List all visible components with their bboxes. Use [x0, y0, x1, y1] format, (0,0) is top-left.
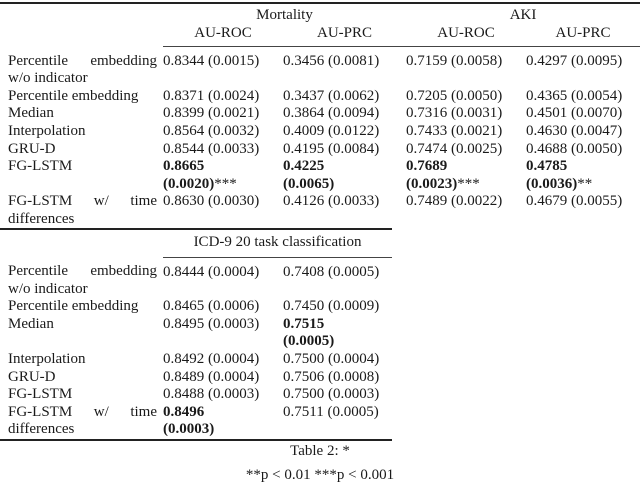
metric-std: (0.0033) [328, 193, 380, 210]
metric-value: 0.4785 [526, 158, 568, 175]
metric-std: (0.0004) [208, 263, 260, 280]
metric-std: (0.0009) [328, 298, 380, 315]
metric-value: 0.4195 [283, 140, 325, 157]
metric-cell [406, 123, 526, 141]
metric-cell [163, 404, 283, 440]
metric-std: (0.0033) [208, 140, 260, 157]
row-label: FG-LSTM w/ time differences [8, 193, 157, 228]
significance-footnote: **p < 0.01 ***p < 0.001 [245, 467, 395, 483]
metric-std: (0.0062) [328, 87, 380, 104]
metric-value: 0.8444 [163, 263, 205, 280]
metric-cell [283, 158, 406, 193]
metric-std: (0.0050) [451, 87, 503, 104]
metric-cell [283, 123, 406, 141]
metric-value: 0.8371 [163, 87, 205, 104]
subheader-mortality-auprc: AU-PRC [283, 25, 406, 47]
row-label: Interpolation [8, 351, 86, 368]
metric-cell [406, 47, 526, 88]
metric-cell [283, 105, 406, 123]
metric-value: 0.4225 [283, 158, 325, 175]
metric-cell [163, 193, 283, 228]
metric-value: 0.4009 [283, 123, 325, 140]
significance-stars: ** [577, 175, 593, 192]
significance-stars: *** [214, 175, 237, 192]
metric-value: 0.7474 [406, 140, 448, 157]
metric-cell [163, 141, 283, 159]
metric-cell [163, 123, 283, 141]
metric-value: 0.8489 [163, 368, 205, 385]
row-label: FG-LSTM [8, 386, 73, 403]
metric-value: 0.8544 [163, 140, 205, 157]
metric-value: 0.8495 [163, 315, 205, 332]
metric-value: 0.4297 [526, 53, 568, 70]
metric-value: 0.4688 [526, 140, 568, 157]
group-header-mortality: Mortality [256, 7, 313, 23]
metric-value: 0.3437 [283, 87, 325, 104]
table-row [0, 88, 640, 106]
metric-std: (0.0122) [328, 123, 380, 140]
metric-std: (0.0004) [208, 368, 260, 385]
table-row [0, 386, 392, 404]
row-label: Median [8, 315, 54, 332]
metric-std: (0.0031) [451, 105, 503, 122]
subheader-aki-auroc: AU-ROC [406, 25, 526, 47]
metric-value: 0.7500 [283, 386, 325, 403]
metric-std: (0.0015) [208, 53, 260, 70]
metric-value: 0.7506 [283, 368, 325, 385]
table-caption: Table 2: * [290, 443, 350, 459]
metric-cell [406, 105, 526, 123]
metric-value: 0.8465 [163, 298, 205, 315]
table-row [0, 369, 392, 387]
significance-stars: *** [457, 175, 480, 192]
table-row [0, 193, 640, 228]
metric-std: (0.0003) [208, 386, 260, 403]
metric-std: (0.0005) [283, 333, 335, 350]
row-label: Percentile embedding w/o indicator [8, 263, 157, 297]
table-row [0, 158, 640, 193]
metric-value: 0.7408 [283, 263, 325, 280]
table-row [0, 298, 392, 316]
table-row [0, 257, 392, 298]
metric-std: (0.0020) [163, 175, 215, 192]
metric-value: 0.7515 [283, 315, 325, 332]
metric-value: 0.8665 [163, 158, 205, 175]
metric-cell [163, 158, 283, 193]
group-header-aki: AKI [509, 7, 537, 23]
metric-value: 0.8564 [163, 123, 205, 140]
table-row [0, 47, 640, 88]
metric-cell [283, 47, 406, 88]
subheader-mortality-auroc: AU-ROC [163, 25, 283, 47]
metric-std: (0.0058) [451, 53, 503, 70]
metric-cell [283, 369, 392, 387]
metric-std: (0.0004) [208, 351, 260, 368]
metric-value: 0.8630 [163, 193, 205, 210]
row-label: FG-LSTM w/ time differences [8, 403, 157, 438]
metric-cell [163, 105, 283, 123]
metric-value: 0.7159 [406, 53, 448, 70]
metric-std: (0.0065) [283, 175, 335, 192]
metric-std: (0.0055) [571, 193, 623, 210]
metric-value: 0.8492 [163, 351, 205, 368]
metric-value: 0.4679 [526, 193, 568, 210]
metric-std: (0.0003) [163, 421, 215, 438]
metric-value: 0.7316 [406, 105, 448, 122]
metric-cell [526, 88, 640, 106]
metric-value: 0.8488 [163, 386, 205, 403]
table-row [0, 141, 640, 159]
subheader-aki-auprc: AU-PRC [526, 25, 640, 47]
metric-cell [163, 369, 283, 387]
metric-cell [163, 386, 283, 404]
row-label: Interpolation [8, 123, 86, 140]
metric-value: 0.4365 [526, 87, 568, 104]
metric-std: (0.0004) [328, 351, 380, 368]
metric-cell [283, 351, 392, 369]
metric-std: (0.0005) [328, 263, 380, 280]
results-table-mortality-aki [0, 2, 640, 229]
metric-std: (0.0047) [571, 123, 623, 140]
metric-cell [283, 404, 392, 440]
metric-cell [283, 316, 392, 351]
metric-std: (0.0003) [328, 386, 380, 403]
metric-std: (0.0050) [571, 140, 623, 157]
table-row [0, 105, 640, 123]
metric-std: (0.0023) [406, 175, 458, 192]
metric-cell [163, 298, 283, 316]
metric-cell [526, 105, 640, 123]
metric-cell [283, 298, 392, 316]
metric-cell [406, 158, 526, 193]
metric-std: (0.0008) [328, 368, 380, 385]
metric-value: 0.8399 [163, 105, 205, 122]
metric-value: 0.3864 [283, 105, 325, 122]
metric-std: (0.0003) [208, 315, 260, 332]
metric-cell [283, 193, 406, 228]
table-row [0, 404, 392, 440]
metric-cell [526, 141, 640, 159]
metric-cell [526, 193, 640, 228]
metric-value: 0.7450 [283, 298, 325, 315]
metric-std: (0.0025) [451, 140, 503, 157]
metric-std: (0.0036) [526, 175, 578, 192]
metric-cell [163, 351, 283, 369]
row-label: Percentile embedding w/o indicator [8, 52, 157, 87]
metric-cell [406, 141, 526, 159]
metric-value: 0.8496 [163, 403, 205, 420]
metric-std: (0.0021) [208, 105, 260, 122]
metric-std: (0.0006) [208, 298, 260, 315]
row-label: FG-LSTM [8, 158, 73, 175]
metric-std: (0.0081) [328, 53, 380, 70]
metric-cell [283, 141, 406, 159]
metric-std: (0.0024) [208, 87, 260, 104]
metric-cell [526, 158, 640, 193]
metric-cell [163, 88, 283, 106]
metric-value: 0.3456 [283, 53, 325, 70]
metric-std: (0.0084) [328, 140, 380, 157]
row-label: Median [8, 105, 54, 122]
metric-value: 0.8344 [163, 53, 205, 70]
metric-cell [283, 257, 392, 298]
metric-value: 0.4501 [526, 105, 568, 122]
table-row [0, 123, 640, 141]
row-label: Percentile embedding [8, 87, 139, 104]
row-label: Percentile embedding [8, 298, 139, 315]
table-row [0, 316, 392, 351]
row-label: GRU-D [8, 140, 56, 157]
metric-cell [163, 47, 283, 88]
metric-value: 0.4630 [526, 123, 568, 140]
metric-std: (0.0005) [327, 403, 379, 420]
metric-cell [406, 88, 526, 106]
group-header-icd9: ICD-9 20 task classification [163, 229, 392, 257]
metric-cell [163, 316, 283, 351]
metric-cell [526, 47, 640, 88]
metric-cell [283, 88, 406, 106]
row-label: GRU-D [8, 368, 56, 385]
metric-cell [406, 193, 526, 228]
metric-value: 0.7689 [406, 158, 448, 175]
metric-std: (0.0021) [451, 123, 503, 140]
metric-std: (0.0054) [571, 87, 623, 104]
results-table-icd9 [0, 228, 392, 441]
metric-std: (0.0094) [328, 105, 380, 122]
metric-value: 0.7205 [406, 87, 448, 104]
metric-std: (0.0095) [571, 53, 623, 70]
metric-value: 0.4126 [283, 193, 325, 210]
metric-cell [163, 257, 283, 298]
metric-std: (0.0070) [571, 105, 623, 122]
metric-cell [526, 123, 640, 141]
metric-std: (0.0022) [451, 193, 503, 210]
metric-value: 0.7511 [283, 403, 324, 420]
metric-value: 0.7489 [406, 193, 448, 210]
metric-cell [283, 386, 392, 404]
metric-std: (0.0030) [208, 193, 260, 210]
metric-value: 0.7433 [406, 123, 448, 140]
metric-value: 0.7500 [283, 351, 325, 368]
metric-std: (0.0032) [208, 123, 260, 140]
table-row [0, 351, 392, 369]
